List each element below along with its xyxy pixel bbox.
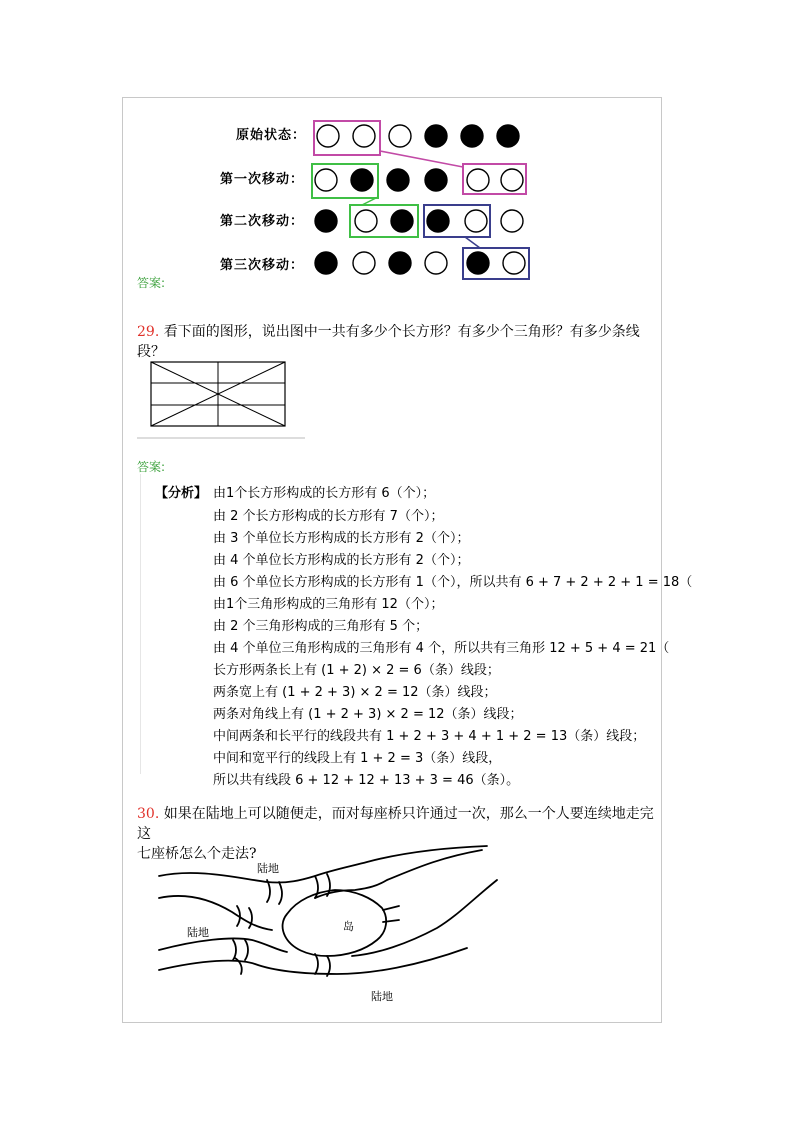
white-coin <box>501 169 523 191</box>
black-coin <box>315 210 337 232</box>
question-30-number: 30. <box>137 806 160 822</box>
white-coin <box>501 210 523 232</box>
white-coin <box>355 210 377 232</box>
white-coin <box>353 252 375 274</box>
white-coin <box>389 125 411 147</box>
black-coin <box>497 125 519 147</box>
black-coin <box>425 169 447 191</box>
row-label-move-2: 第二次移动： <box>220 214 305 229</box>
black-coin <box>425 125 447 147</box>
connector-navy <box>465 237 480 248</box>
label-land-top: 陆地 <box>257 862 279 875</box>
white-coin <box>503 252 525 274</box>
question-29-line1: 看下面的图形，说出图中一共有多少个长方形？有多少个三角形？有多少条线 <box>163 324 640 340</box>
analysis-line: 由1个长方形构成的长方形有 6（个）； <box>213 486 436 501</box>
rectangle-figure <box>137 356 305 442</box>
question-30-line1: 如果在陆地上可以随便走，而对每座桥只许通过一次，那么一个人要连续地走完这 <box>137 806 654 842</box>
white-coin <box>353 125 375 147</box>
white-coin <box>465 210 487 232</box>
analysis-line: 由 2 个长方形构成的长方形有 7（个）； <box>213 509 444 524</box>
question-29-line2: 段？ <box>137 344 165 360</box>
analysis-line: 长方形两条长上有 (1 + 2) × 2 = 6（条）线段； <box>213 663 500 678</box>
bridge-map <box>137 840 509 1010</box>
row-label-move-1: 第一次移动： <box>220 172 305 187</box>
answer-label-1: 答案: <box>137 276 166 290</box>
question-30-line2: 七座桥怎么个走法? <box>137 846 257 862</box>
white-coin <box>317 125 339 147</box>
analysis-line: 所以共有线段 6 + 12 + 12 + 13 + 3 = 46（条）。 <box>213 773 520 788</box>
label-island: 岛 <box>343 920 354 933</box>
analysis-head: 【分析】 <box>155 486 208 501</box>
bridge-map-drawing <box>137 840 509 1010</box>
black-coin <box>391 210 413 232</box>
analysis-line: 中间和宽平行的线段上有 1 + 2 = 3（条）线段， <box>213 751 502 766</box>
white-coin <box>425 252 447 274</box>
black-coin <box>467 252 489 274</box>
black-coin <box>351 169 373 191</box>
white-coin <box>315 169 337 191</box>
answer-label-2: 答案: <box>137 460 166 474</box>
white-coin <box>467 169 489 191</box>
row-label-move-3: 第三次移动： <box>220 258 305 273</box>
black-coin <box>389 252 411 274</box>
coin-diagram <box>300 105 540 285</box>
analysis-line: 两条宽上有 (1 + 2 + 3) × 2 = 12（条）线段； <box>213 685 497 700</box>
black-coin <box>387 169 409 191</box>
analysis-line: 由 4 个单位长方形构成的长方形有 2（个）； <box>213 553 470 568</box>
black-coin <box>427 210 449 232</box>
label-land-left: 陆地 <box>187 926 209 939</box>
analysis-line: 由1个三角形构成的三角形有 12（个）； <box>213 597 444 612</box>
analysis-line: 由 3 个单位长方形构成的长方形有 2（个）； <box>213 531 470 546</box>
coin-figure <box>0 0 800 300</box>
analysis-block <box>140 474 693 788</box>
analysis-line: 由 6 个单位长方形构成的长方形有 1（个），所以共有 6 + 7 + 2 + 2 + 1 = 18（ <box>213 575 693 590</box>
analysis-line: 由 4 个单位三角形构成的三角形有 4 个，所以共有三角形 12 + 5 + 4 = 21（ <box>213 641 670 656</box>
label-land-bottom: 陆地 <box>371 990 393 1003</box>
black-coin <box>461 125 483 147</box>
analysis-line: 由 2 个三角形构成的三角形有 5 个； <box>213 619 429 634</box>
analysis-line: 两条对角线上有 (1 + 2 + 3) × 2 = 12（条）线段； <box>213 707 523 722</box>
black-coin <box>315 252 337 274</box>
connector-pink <box>380 151 463 167</box>
analysis-line: 中间两条和长平行的线段共有 1 + 2 + 3 + 4 + 1 + 2 = 13（条）线段； <box>213 729 646 744</box>
row-label-original: 原始状态： <box>236 128 307 143</box>
question-29-number: 29. <box>137 324 160 340</box>
